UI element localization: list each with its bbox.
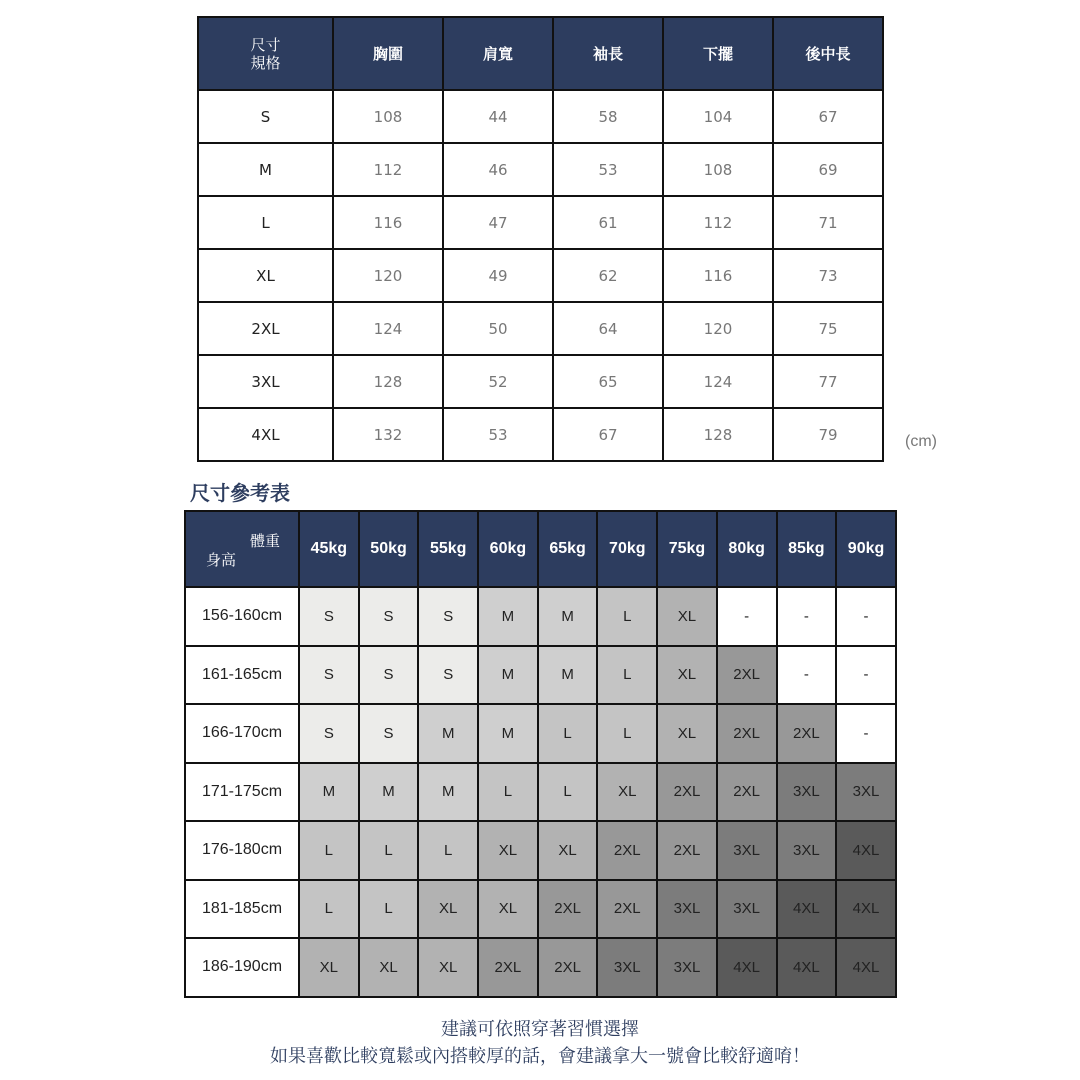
measurement-value: 104 — [663, 90, 773, 143]
reference-corner-header — [185, 511, 299, 587]
measurement-value: 58 — [553, 90, 663, 143]
recommended-size-cell: 4XL — [777, 880, 837, 939]
recommended-size-cell: 3XL — [777, 763, 837, 822]
recommended-size-cell: 3XL — [597, 938, 657, 997]
recommended-size-cell: L — [359, 880, 419, 939]
recommended-size-cell: L — [597, 704, 657, 763]
recommended-size-cell: XL — [597, 763, 657, 822]
recommended-size-cell: 3XL — [836, 763, 896, 822]
recommended-size-cell: L — [478, 763, 538, 822]
reference-row — [185, 821, 896, 880]
measurement-value: 46 — [443, 143, 553, 196]
measurement-value: 132 — [333, 408, 443, 461]
recommended-size-cell: 2XL — [717, 763, 777, 822]
measurement-value: 73 — [773, 249, 883, 302]
size-label: M — [198, 143, 333, 196]
header-hem: 下擺 — [663, 17, 773, 90]
measurement-value: 120 — [663, 302, 773, 355]
measurement-value: 47 — [443, 196, 553, 249]
header-chest: 胸圍 — [333, 17, 443, 90]
measurement-value: 128 — [333, 355, 443, 408]
recommended-size-cell: XL — [478, 821, 538, 880]
weight-header: 85kg — [777, 511, 837, 587]
recommended-size-cell: 2XL — [597, 880, 657, 939]
recommended-size-cell: 4XL — [777, 938, 837, 997]
measurement-row — [198, 408, 883, 461]
height-range-label: 166-170cm — [185, 704, 299, 763]
measurement-value: 112 — [333, 143, 443, 196]
recommended-size-cell: XL — [418, 880, 478, 939]
recommended-size-cell: 2XL — [717, 646, 777, 705]
weight-header: 50kg — [359, 511, 419, 587]
recommended-size-cell: 2XL — [478, 938, 538, 997]
corner-label-weight: 體重 — [249, 533, 280, 550]
recommended-size-cell: L — [597, 587, 657, 646]
measurement-value: 65 — [553, 355, 663, 408]
height-range-label: 176-180cm — [185, 821, 299, 880]
recommended-size-cell: M — [299, 763, 359, 822]
recommended-size-cell: 4XL — [836, 821, 896, 880]
recommended-size-cell: L — [597, 646, 657, 705]
measurement-corner-header — [198, 17, 333, 90]
measurement-value: 116 — [333, 196, 443, 249]
recommended-size-cell: 3XL — [657, 880, 717, 939]
header-shoulder: 肩寬 — [443, 17, 553, 90]
corner-label-size: 尺寸 — [250, 35, 281, 54]
measurement-value: 112 — [663, 196, 773, 249]
measurement-value: 44 — [443, 90, 553, 143]
weight-header: 55kg — [418, 511, 478, 587]
recommended-size-cell: 2XL — [777, 704, 837, 763]
recommended-size-cell: - — [777, 587, 837, 646]
recommended-size-cell: S — [299, 646, 359, 705]
measurement-value: 62 — [553, 249, 663, 302]
recommended-size-cell: XL — [299, 938, 359, 997]
recommended-size-cell: 2XL — [538, 938, 598, 997]
recommended-size-cell: XL — [418, 938, 478, 997]
recommended-size-cell: M — [359, 763, 419, 822]
height-range-label: 161-165cm — [185, 646, 299, 705]
footer-advice-line-2: 如果喜歡比較寬鬆或內搭較厚的話，會建議拿大一號會比較舒適唷！ — [270, 1046, 810, 1067]
reference-row — [185, 763, 896, 822]
recommended-size-cell: XL — [657, 704, 717, 763]
height-range-label: 186-190cm — [185, 938, 299, 997]
height-range-label: 171-175cm — [185, 763, 299, 822]
size-label: 4XL — [198, 408, 333, 461]
measurement-value: 71 — [773, 196, 883, 249]
reference-row — [185, 704, 896, 763]
recommended-size-cell: 2XL — [657, 821, 717, 880]
recommended-size-cell: S — [359, 646, 419, 705]
size-label: XL — [198, 249, 333, 302]
reference-header-row — [185, 511, 896, 587]
recommended-size-cell: XL — [657, 587, 717, 646]
recommended-size-cell: 2XL — [597, 821, 657, 880]
measurement-row — [198, 196, 883, 249]
measurement-value: 77 — [773, 355, 883, 408]
weight-header: 75kg — [657, 511, 717, 587]
measurement-row — [198, 143, 883, 196]
weight-header: 45kg — [299, 511, 359, 587]
recommended-size-cell: - — [777, 646, 837, 705]
recommended-size-cell: 3XL — [717, 880, 777, 939]
measurement-value: 124 — [663, 355, 773, 408]
recommended-size-cell: - — [836, 704, 896, 763]
measurement-value: 61 — [553, 196, 663, 249]
measurement-value: 128 — [663, 408, 773, 461]
recommended-size-cell: 2XL — [657, 763, 717, 822]
measurement-value: 120 — [333, 249, 443, 302]
recommended-size-cell: M — [418, 763, 478, 822]
recommended-size-cell: L — [538, 704, 598, 763]
footer-advice-line-1: 建議可依照穿著習慣選擇 — [441, 1019, 639, 1040]
recommended-size-cell: - — [836, 587, 896, 646]
recommended-size-cell: L — [299, 821, 359, 880]
measurement-row — [198, 249, 883, 302]
recommended-size-cell: 2XL — [538, 880, 598, 939]
recommended-size-cell: XL — [538, 821, 598, 880]
recommended-size-cell: M — [538, 646, 598, 705]
measurement-value: 49 — [443, 249, 553, 302]
measurement-row — [198, 90, 883, 143]
measurement-value: 64 — [553, 302, 663, 355]
weight-header: 60kg — [478, 511, 538, 587]
measurement-value: 124 — [333, 302, 443, 355]
size-label: L — [198, 196, 333, 249]
size-label: 2XL — [198, 302, 333, 355]
recommended-size-cell: M — [478, 646, 538, 705]
measurement-value: 116 — [663, 249, 773, 302]
measurement-value: 67 — [553, 408, 663, 461]
header-sleeve: 袖長 — [553, 17, 663, 90]
size-label: 3XL — [198, 355, 333, 408]
recommended-size-cell: 4XL — [836, 938, 896, 997]
recommended-size-cell: S — [359, 704, 419, 763]
measurement-value: 108 — [333, 90, 443, 143]
height-range-label: 181-185cm — [185, 880, 299, 939]
measurement-header-row — [198, 17, 883, 90]
recommended-size-cell: - — [717, 587, 777, 646]
corner-label-height: 身高 — [206, 552, 237, 569]
reference-row — [185, 880, 896, 939]
header-back-length: 後中長 — [773, 17, 883, 90]
recommended-size-cell: M — [478, 704, 538, 763]
measurement-row — [198, 302, 883, 355]
measurement-value: 75 — [773, 302, 883, 355]
reference-row — [185, 646, 896, 705]
recommended-size-cell: S — [299, 704, 359, 763]
recommended-size-cell: XL — [657, 646, 717, 705]
measurement-row — [198, 355, 883, 408]
unit-label: (cm) — [905, 433, 937, 450]
weight-header: 90kg — [836, 511, 896, 587]
measurement-value: 52 — [443, 355, 553, 408]
recommended-size-cell: 4XL — [836, 880, 896, 939]
measurement-value: 53 — [553, 143, 663, 196]
measurement-value: 53 — [443, 408, 553, 461]
measurement-value: 79 — [773, 408, 883, 461]
recommended-size-cell: 3XL — [717, 821, 777, 880]
measurement-value: 69 — [773, 143, 883, 196]
recommended-size-cell: M — [478, 587, 538, 646]
height-range-label: 156-160cm — [185, 587, 299, 646]
measurement-value: 108 — [663, 143, 773, 196]
weight-header: 80kg — [717, 511, 777, 587]
recommended-size-cell: S — [359, 587, 419, 646]
recommended-size-cell: M — [418, 704, 478, 763]
recommended-size-cell: L — [299, 880, 359, 939]
recommended-size-cell: M — [538, 587, 598, 646]
recommended-size-cell: L — [359, 821, 419, 880]
recommended-size-cell: XL — [478, 880, 538, 939]
recommended-size-cell: 3XL — [777, 821, 837, 880]
reference-row — [185, 938, 896, 997]
recommended-size-cell: S — [418, 587, 478, 646]
measurement-value: 67 — [773, 90, 883, 143]
recommended-size-cell: 3XL — [657, 938, 717, 997]
weight-header: 70kg — [597, 511, 657, 587]
recommended-size-cell: XL — [359, 938, 419, 997]
recommended-size-cell: L — [418, 821, 478, 880]
reference-title: 尺寸參考表 — [190, 481, 290, 505]
recommended-size-cell: S — [418, 646, 478, 705]
recommended-size-cell: 2XL — [717, 704, 777, 763]
measurement-table — [197, 16, 884, 462]
recommended-size-cell: 4XL — [717, 938, 777, 997]
reference-row — [185, 587, 896, 646]
size-reference-table — [184, 510, 897, 998]
recommended-size-cell: S — [299, 587, 359, 646]
size-label: S — [198, 90, 333, 143]
corner-label-spec: 規格 — [250, 53, 281, 72]
weight-header: 65kg — [538, 511, 598, 587]
recommended-size-cell: L — [538, 763, 598, 822]
recommended-size-cell: - — [836, 646, 896, 705]
measurement-value: 50 — [443, 302, 553, 355]
